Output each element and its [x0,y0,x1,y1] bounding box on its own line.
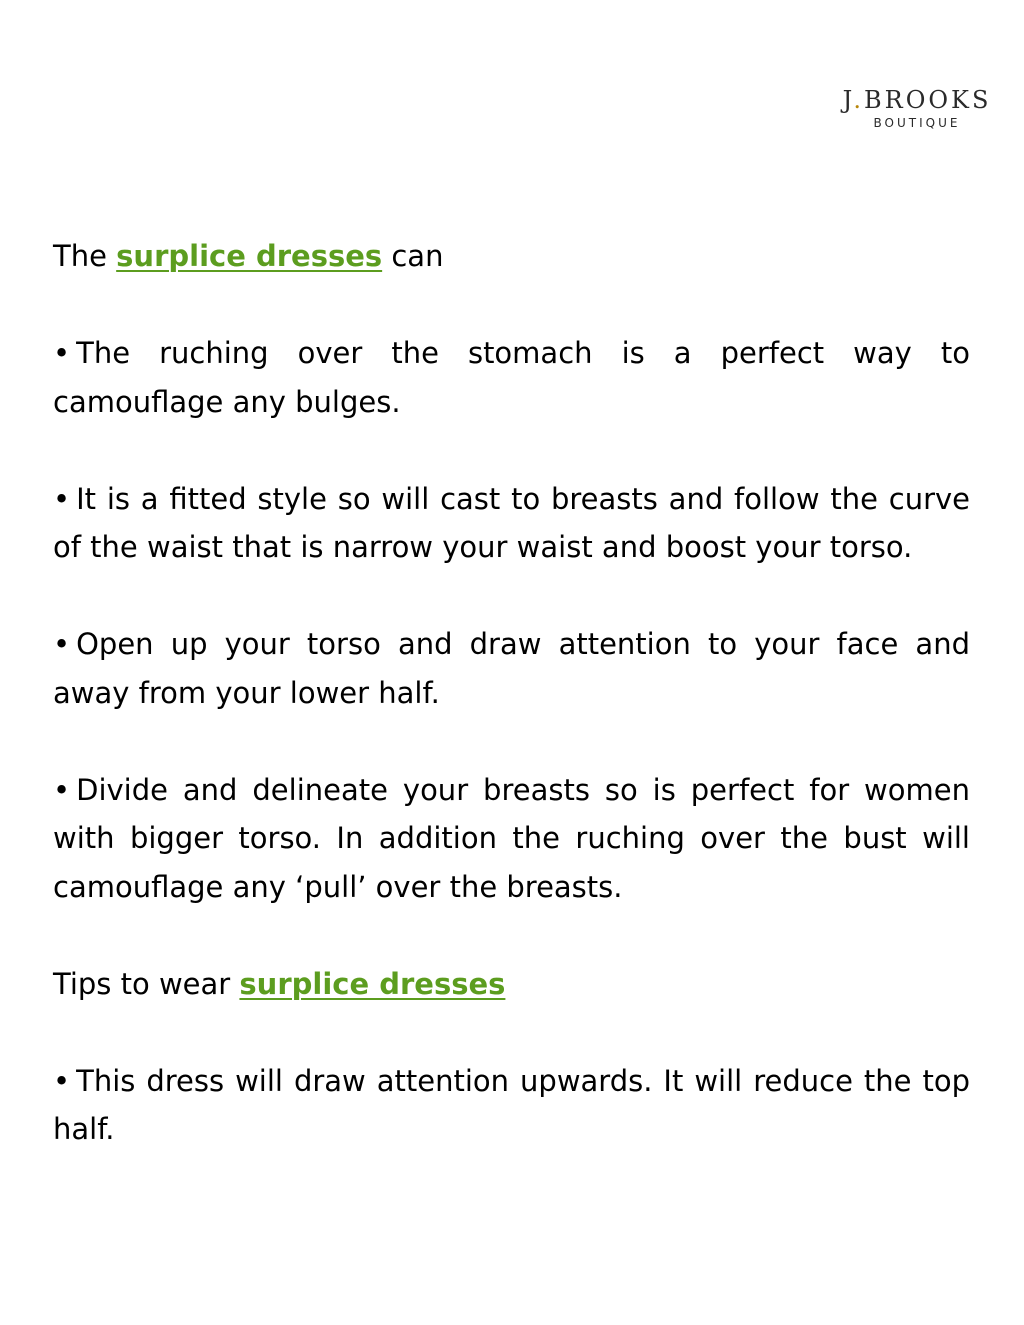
benefit-item: • The ruching over the stomach is a perfect way to camouflage any bulges. [53,336,970,419]
bullet-icon: • [53,627,71,661]
tips-heading: Tips to wear surplice dresses [53,966,506,1001]
surplice-dresses-link[interactable]: surplice dresses [116,239,383,273]
bullet-icon: • [53,772,71,807]
benefit-item: • Open up your torso and draw attention to your face and away from your lower half. [53,627,970,710]
brand-name: J.BROOKS [842,86,992,114]
article-body [53,232,970,1154]
intro-line: The surplice dresses can [53,239,444,273]
tips-surplice-dresses-link[interactable]: surplice dresses [239,966,506,1001]
brand-dot: . [853,86,864,114]
bullet-icon: • [53,481,71,516]
brand-logo [832,86,1002,131]
bullet-icon: • [53,336,71,370]
benefit-item: • It is a fitted style so will cast to breasts and follow the curve of the waist that is narrow your waist and boost your torso. [53,481,970,564]
bullet-icon: • [53,1063,71,1098]
benefit-item: • Divide and delineate your breasts so is perfect for women with bigger torso. In addition the ruching over the bust will camouflage any ‘pull’ over the breasts. [53,772,970,904]
brand-subtitle: BOUTIQUE [873,116,961,130]
tip-item: • This dress will draw attention upwards. It will reduce the top half. [53,1063,970,1146]
